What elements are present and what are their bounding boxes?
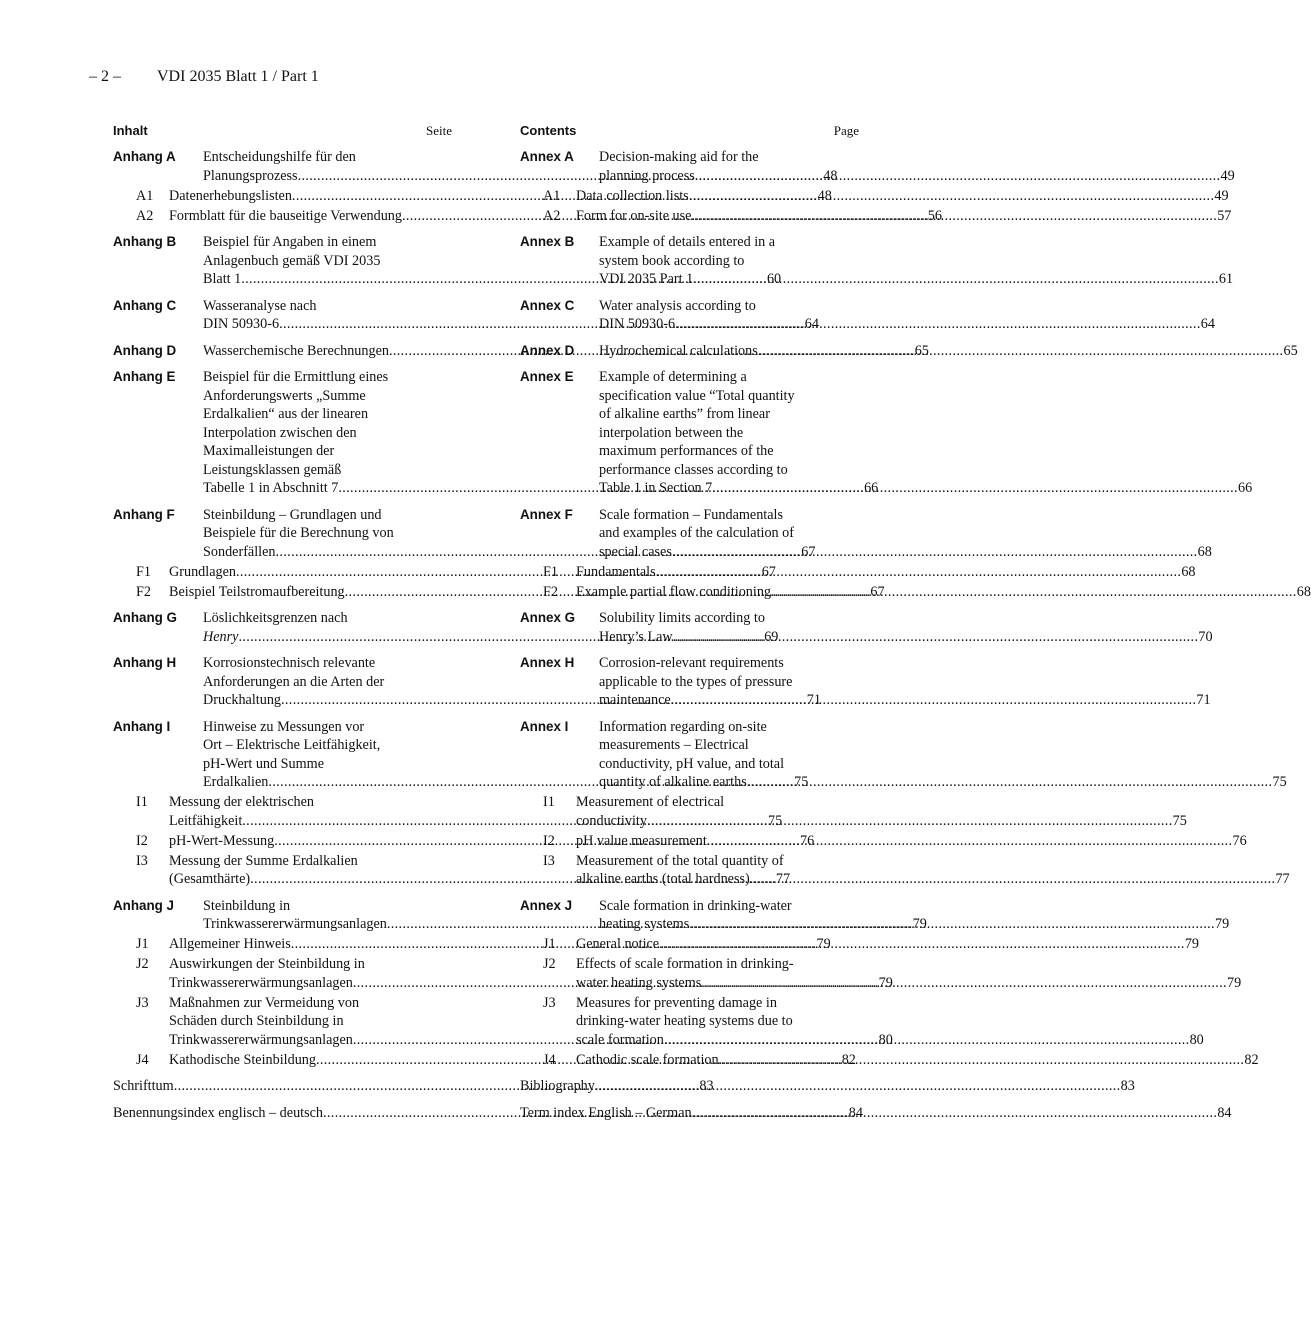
- entry-line: pH-Wert und Summe: [203, 755, 325, 772]
- annex-title: [599, 368, 1253, 498]
- subsection-title: [576, 1051, 1259, 1070]
- entry-line: Measurement of the total quantity of: [576, 852, 784, 869]
- entry-line: Effects of scale formation in drinking-: [576, 956, 794, 972]
- entry-line: Trinkwassererwärmungsanlagen: [169, 974, 353, 991]
- subsection-code: I1: [543, 794, 555, 810]
- entry-line: Wasserchemische Berechnungen: [203, 342, 389, 359]
- leader-dots: [664, 1031, 1188, 1050]
- page-number: 75: [768, 812, 783, 829]
- entry-line: Data collection lists: [576, 187, 689, 204]
- entry-last-line: [203, 315, 819, 334]
- entry-line: conductivity: [576, 812, 647, 829]
- page-number: 71: [806, 692, 821, 708]
- subsection-row[interactable]: [520, 955, 1242, 992]
- subsection-title: [576, 935, 1200, 954]
- entry-line: drinking-water heating systems due to: [576, 1013, 793, 1029]
- annex-label: Annex E: [520, 369, 574, 384]
- entry-line: Anforderungswerts „Summe: [203, 387, 366, 404]
- subsection-code: F2: [543, 583, 558, 600]
- entry-line: special cases: [599, 543, 672, 560]
- entry-line: Leitfähigkeit: [169, 812, 243, 829]
- entry-line: Solubility limits according to: [599, 610, 765, 626]
- entry-line: Measurement of electrical: [576, 794, 725, 810]
- entry-line: Anforderungen an die Arten der: [203, 673, 385, 690]
- entry-line: Maximalleistungen der: [203, 443, 335, 459]
- entry-last-line: [576, 935, 1200, 954]
- entry-last-line: [599, 479, 1253, 498]
- subsection-code: I3: [136, 852, 148, 869]
- leader-dots: [712, 479, 1236, 498]
- entry-line: Druckhaltung: [203, 692, 282, 708]
- annex-row[interactable]: [520, 342, 1298, 361]
- page-number: 69: [764, 628, 779, 645]
- subsection-row[interactable]: [520, 563, 1196, 582]
- entry-line: conductivity, pH value, and total: [599, 755, 785, 772]
- entry-line: Messung der elektrischen: [169, 794, 314, 810]
- entry-line: Corrosion-relevant requirements: [599, 655, 784, 671]
- entry-line: Erdalkalien: [203, 774, 269, 790]
- annex-title: [599, 609, 1213, 646]
- annex-row[interactable]: [520, 718, 1287, 792]
- page-number: 71: [1196, 692, 1211, 708]
- annex-label: Annex D: [520, 342, 575, 358]
- subsection-code: J1: [136, 936, 149, 952]
- toc-heading: Contents: [520, 123, 577, 138]
- annex-title: [599, 718, 1287, 792]
- leader-dots: [675, 315, 1199, 334]
- entry-last-line: [599, 773, 1287, 792]
- annex-label: Annex A: [520, 149, 574, 164]
- page-number: 79: [816, 936, 831, 952]
- entry-line: Trinkwassererwärmungsanlagen: [203, 916, 387, 932]
- entry-line: Sonderfällen: [203, 543, 276, 560]
- subsection-title: [576, 955, 1242, 992]
- entry-line: Wasseranalyse nach: [203, 297, 317, 314]
- entry-line: scale formation: [576, 1031, 664, 1048]
- annex-label: Anhang A: [113, 149, 176, 164]
- entry-line: pH value measurement: [576, 832, 707, 849]
- page-header: [89, 68, 319, 86]
- annex-label: Annex F: [520, 506, 573, 522]
- annex-title: [599, 148, 1235, 185]
- toc-heading: Inhalt: [113, 123, 148, 138]
- subsection-title: [576, 852, 1290, 889]
- annex-entry: [520, 368, 1253, 498]
- page-number: 82: [1244, 1051, 1259, 1068]
- page-number: 80: [1189, 1031, 1204, 1048]
- entry-line: Ort – Elektrische Leitfähigkeit,: [203, 737, 381, 753]
- entry-line: heating systems: [599, 916, 690, 932]
- entry-last-line: [599, 915, 1230, 934]
- annex-label: Annex G: [520, 610, 576, 625]
- entry-line: Anlagenbuch gemäß VDI 2035: [203, 252, 381, 269]
- entry-line: Steinbildung in: [203, 897, 291, 914]
- annex-entry: [520, 342, 1298, 361]
- subsection-title: [576, 994, 1204, 1050]
- entry-last-line: [576, 563, 1196, 582]
- entry-line: maximum performances of the: [599, 443, 774, 459]
- entry-line: applicable to the types of pressure: [599, 673, 793, 690]
- annex-label: Anhang I: [113, 718, 171, 734]
- entry-line: Maßnahmen zur Vermeidung von: [169, 994, 360, 1011]
- page-number: 65: [1283, 342, 1298, 359]
- entry-line: General notice: [576, 936, 660, 952]
- leader-dots: [595, 1077, 1119, 1096]
- page-number: 48: [817, 187, 832, 204]
- entry-line: Information regarding on-site: [599, 718, 767, 735]
- page-number: 68: [1181, 563, 1196, 580]
- page-number: 70: [1198, 628, 1213, 645]
- entry-line: maintenance: [599, 692, 671, 708]
- subsection-code: I2: [543, 832, 555, 849]
- entry-line: Measures for preventing damage in: [576, 994, 777, 1011]
- subsection-row[interactable]: [520, 1051, 1259, 1070]
- subsection-title: [576, 187, 1229, 206]
- subsection-code: A1: [136, 187, 154, 204]
- entry-line: DIN 50930-6: [203, 316, 280, 332]
- annex-entry: [520, 233, 1234, 289]
- page-number: 79: [912, 916, 927, 932]
- annex-row[interactable]: [520, 368, 1253, 498]
- page-number: 83: [699, 1078, 714, 1094]
- subsection-row[interactable]: [520, 852, 1290, 889]
- entry-line: Hydrochemical calculations: [599, 342, 758, 359]
- annex-label: Anhang G: [113, 610, 177, 625]
- leader-dots: [671, 691, 1195, 710]
- entry-line: Cathodic scale formation: [576, 1051, 719, 1068]
- leader-dots: [689, 187, 1213, 206]
- page-column-label: Seite: [426, 123, 452, 138]
- bibliography-title: Schrifttum: [113, 1078, 174, 1094]
- leader-dots: [758, 342, 1282, 361]
- page-number: 66: [864, 480, 879, 496]
- leader-dots: [659, 935, 1183, 954]
- subsection-code: A1: [543, 187, 561, 204]
- entry-line: Schäden durch Steinbildung in: [169, 1013, 344, 1029]
- annex-row[interactable]: [520, 148, 1235, 185]
- entry-line: VDI 2035 Part 1: [599, 271, 694, 287]
- entry-line: Erdalkalien“ aus der linearen: [203, 406, 369, 422]
- entry-line: DIN 50930-6: [599, 316, 676, 332]
- entry-line: planning process: [599, 167, 695, 184]
- annex-title: [599, 297, 1215, 334]
- subsection-code: J1: [543, 936, 556, 952]
- leader-dots: [689, 915, 1213, 934]
- entry-line: Trinkwassererwärmungsanlagen: [169, 1031, 353, 1048]
- leader-dots: [750, 870, 1274, 889]
- page-number: 75: [794, 774, 809, 790]
- entry-line: Korrosionstechnisch relevante: [203, 655, 376, 671]
- annex-row[interactable]: [520, 506, 1212, 562]
- entry-line: Allgemeiner Hinweis: [169, 936, 291, 952]
- leader-dots: [647, 812, 1171, 831]
- entry-line: Interpolation zwischen den: [203, 424, 357, 441]
- subsection-code: A2: [136, 207, 154, 224]
- entry-line: specification value “Total quantity: [599, 387, 795, 404]
- entry-line: Hinweise zu Messungen vor: [203, 718, 365, 735]
- entry-line: Beispiele für die Berechnung von: [203, 525, 394, 541]
- entry-line: system book according to: [599, 252, 745, 269]
- page-number: 79: [1184, 936, 1200, 952]
- leader-dots: [692, 1104, 1216, 1123]
- entry-line: Beispiel für Angaben in einem: [203, 234, 377, 250]
- page-number: 82: [841, 1051, 856, 1068]
- entry-line: Form for on-site use: [576, 207, 692, 224]
- entry-line: water heating systems: [576, 974, 702, 991]
- entry-line: Example partial flow conditioning: [576, 583, 772, 600]
- annex-label: Anhang H: [113, 655, 177, 670]
- page-number: 57: [1217, 207, 1232, 224]
- entry-line: Löslichkeitsgrenzen nach: [203, 610, 348, 626]
- entry-line: Messung der Summe Erdalkalien: [169, 852, 358, 869]
- leader-dots: [707, 832, 1231, 851]
- page-number: 75: [1172, 812, 1187, 829]
- annex-label: Annex B: [520, 234, 575, 249]
- leader-dots: [693, 270, 1217, 289]
- page-number: 75: [1272, 774, 1287, 790]
- leader-dots: [691, 207, 1215, 226]
- page-number: 79: [1214, 916, 1230, 932]
- page-number: 76: [1232, 832, 1247, 849]
- subsection-row[interactable]: [520, 793, 1187, 830]
- entry-line: Scale formation – Fundamentals: [599, 506, 784, 523]
- subsection-row[interactable]: [520, 187, 1229, 206]
- entry-last-line: [576, 832, 1247, 851]
- subsection-code: F2: [136, 583, 151, 600]
- page-number: 61: [1218, 271, 1234, 287]
- entry-line: measurements – Electrical: [599, 737, 749, 753]
- page-number: – 2 –: [89, 68, 121, 85]
- entry-last-line: [599, 691, 1211, 710]
- page-number: 66: [1238, 480, 1253, 496]
- entry-last-line: [576, 1051, 1259, 1070]
- entry-line: of alkaline earths” from linear: [599, 406, 770, 422]
- annex-title: [599, 897, 1230, 934]
- entry-line: performance classes according to: [599, 461, 788, 478]
- page-number: 49: [1214, 187, 1229, 204]
- page-number: 64: [804, 316, 819, 332]
- page-column-label: Page: [833, 123, 859, 138]
- page-number: 83: [1120, 1078, 1135, 1094]
- page-number: 80: [878, 1031, 893, 1048]
- page-number: 77: [1275, 871, 1290, 887]
- entry-line: (Gesamthärte): [169, 871, 251, 887]
- annex-title: [599, 506, 1212, 562]
- entry-line: Auswirkungen der Steinbildung in: [169, 956, 365, 972]
- subsection-row[interactable]: [520, 832, 1247, 851]
- entry-line: Blatt 1: [203, 271, 242, 287]
- annex-label: Anhang C: [113, 297, 177, 313]
- entry-last-line: [599, 543, 1212, 562]
- annex-label: Annex I: [520, 718, 569, 734]
- annex-title: [599, 654, 1211, 710]
- annex-label: Annex H: [520, 655, 575, 670]
- annex-label: Annex J: [520, 897, 573, 913]
- leader-dots: [747, 773, 1271, 792]
- entry-last-line: [599, 315, 1215, 334]
- entry-line: Table 1 in Section 7: [599, 480, 713, 496]
- page-number: 79: [878, 974, 893, 991]
- page-number: 84: [1217, 1104, 1232, 1121]
- annex-row[interactable]: [520, 609, 1213, 646]
- page-number: 68: [1296, 583, 1311, 600]
- toc-header: [520, 122, 859, 139]
- entry-line: Steinbildung – Grundlagen und: [203, 506, 382, 523]
- term-index-title: Benennungsindex englisch – deutsch: [113, 1104, 324, 1121]
- annex-entry: [520, 609, 1213, 646]
- entry-line: Decision-making aid for the: [599, 149, 759, 165]
- page-number: 68: [1197, 543, 1212, 560]
- entry-line: and examples of the calculation of: [599, 525, 795, 541]
- annex-title: [599, 233, 1234, 289]
- subsection-title: [576, 793, 1187, 830]
- annex-label: Anhang D: [113, 342, 177, 358]
- entry-line: Example of determining a: [599, 369, 747, 385]
- annex-label: Anhang E: [113, 369, 176, 384]
- page-number: 56: [927, 207, 942, 224]
- entry-line: interpolation between the: [599, 424, 744, 441]
- entry-line: Entscheidungshilfe für den: [203, 149, 356, 165]
- term-index-title: Term index English – German: [520, 1104, 692, 1121]
- leader-dots: [672, 543, 1196, 562]
- leader-dots: [719, 1051, 1243, 1070]
- page-number: 67: [761, 563, 776, 580]
- subsection-code: J4: [136, 1051, 149, 1068]
- subsection-title: [576, 563, 1196, 582]
- entry-last-line: [576, 870, 1290, 889]
- entry-line: quantity of alkaline earths: [599, 774, 747, 790]
- entry-line: Formblatt für die bauseitige Verwendung: [169, 207, 402, 224]
- annex-entry: [520, 297, 1215, 334]
- subsection-code: J2: [543, 956, 556, 972]
- leader-dots: [673, 628, 1197, 647]
- subsection-code: I2: [136, 832, 148, 849]
- entry-last-line: [599, 342, 1298, 361]
- subsection-code: J3: [136, 994, 149, 1011]
- entry-line: Datenerhebungslisten: [169, 187, 292, 204]
- document-title: VDI 2035 Blatt 1 / Part 1: [157, 68, 319, 85]
- annex-label: Anhang J: [113, 897, 175, 913]
- entry-line: Beispiel Teilstromaufbereitung: [169, 583, 345, 600]
- subsection-code: I3: [543, 852, 555, 869]
- subsection-code: F1: [543, 563, 558, 580]
- page-number: 60: [766, 271, 782, 287]
- entry-line: Leistungsklassen gemäß: [203, 461, 342, 478]
- leader-dots: [771, 583, 1295, 602]
- annex-title: [599, 342, 1298, 361]
- entry-line: alkaline earths (total hardness): [576, 871, 750, 887]
- entry-last-line: [599, 270, 1234, 289]
- entry-line: Example of details entered in a: [599, 234, 776, 250]
- subsection-code: J2: [136, 956, 149, 972]
- subsection-code: F1: [136, 563, 151, 580]
- entry-line: Fundamentals: [576, 563, 656, 580]
- annex-label: Anhang B: [113, 234, 177, 249]
- term-index-entry[interactable]: [520, 1104, 1232, 1123]
- entry-last-line: [599, 628, 1213, 647]
- subsection-row[interactable]: [520, 994, 1204, 1050]
- page-number: 76: [799, 832, 815, 849]
- page-number: 67: [870, 583, 885, 600]
- page-number: 64: [1200, 316, 1215, 332]
- page-number: 49: [1220, 167, 1235, 184]
- annex-label: Annex C: [520, 297, 575, 313]
- page-number: 67: [801, 543, 816, 560]
- entry-last-line: [576, 1031, 1204, 1050]
- entry-last-line: [576, 812, 1187, 831]
- entry-line: Water analysis according to: [599, 297, 756, 314]
- entry-line: Grundlagen: [169, 563, 236, 580]
- entry-last-line: [576, 187, 1229, 206]
- entry-line: Henry’s Law: [599, 628, 673, 645]
- entry-line: Tabelle 1 in Abschnitt 7: [203, 480, 339, 496]
- entry-last-line: [599, 167, 1235, 186]
- annex-entry: [520, 654, 1211, 710]
- subsection-code: A2: [543, 207, 561, 224]
- leader-dots: [656, 563, 1180, 582]
- leader-dots: [701, 974, 1225, 993]
- page-number: 77: [775, 871, 791, 887]
- entry-line: Scale formation in drinking-water: [599, 897, 792, 914]
- entry-line: pH-Wert-Messung: [169, 832, 275, 849]
- page-number: 48: [823, 167, 838, 184]
- bibliography-title: Bibliography: [520, 1078, 595, 1094]
- subsection-code: J3: [543, 994, 556, 1011]
- page-number: 65: [914, 342, 929, 359]
- bibliography-entry[interactable]: [520, 1077, 1135, 1096]
- entry-line: Planungsprozess: [203, 167, 298, 184]
- subsection-row[interactable]: [520, 935, 1200, 954]
- subsection-title: [576, 832, 1247, 851]
- entry-line: Kathodische Steinbildung: [169, 1051, 316, 1068]
- annex-row[interactable]: [520, 233, 1234, 289]
- page-number: 79: [1227, 974, 1242, 991]
- page-number: 84: [848, 1104, 863, 1121]
- subsection-code: J4: [543, 1051, 556, 1068]
- entry-last-line: [576, 974, 1242, 993]
- annex-entry: [520, 897, 1259, 1070]
- annex-row[interactable]: [520, 297, 1215, 334]
- entry-line: Beispiel für die Ermittlung eines: [203, 369, 389, 385]
- subsection-code: I1: [136, 794, 148, 810]
- annex-row[interactable]: [520, 897, 1230, 934]
- annex-row[interactable]: [520, 654, 1211, 710]
- annex-label: Anhang F: [113, 506, 175, 522]
- annex-entry: [520, 718, 1290, 889]
- leader-dots: [695, 167, 1219, 186]
- entry-line: Henry: [203, 628, 239, 645]
- toc-header: [113, 122, 452, 139]
